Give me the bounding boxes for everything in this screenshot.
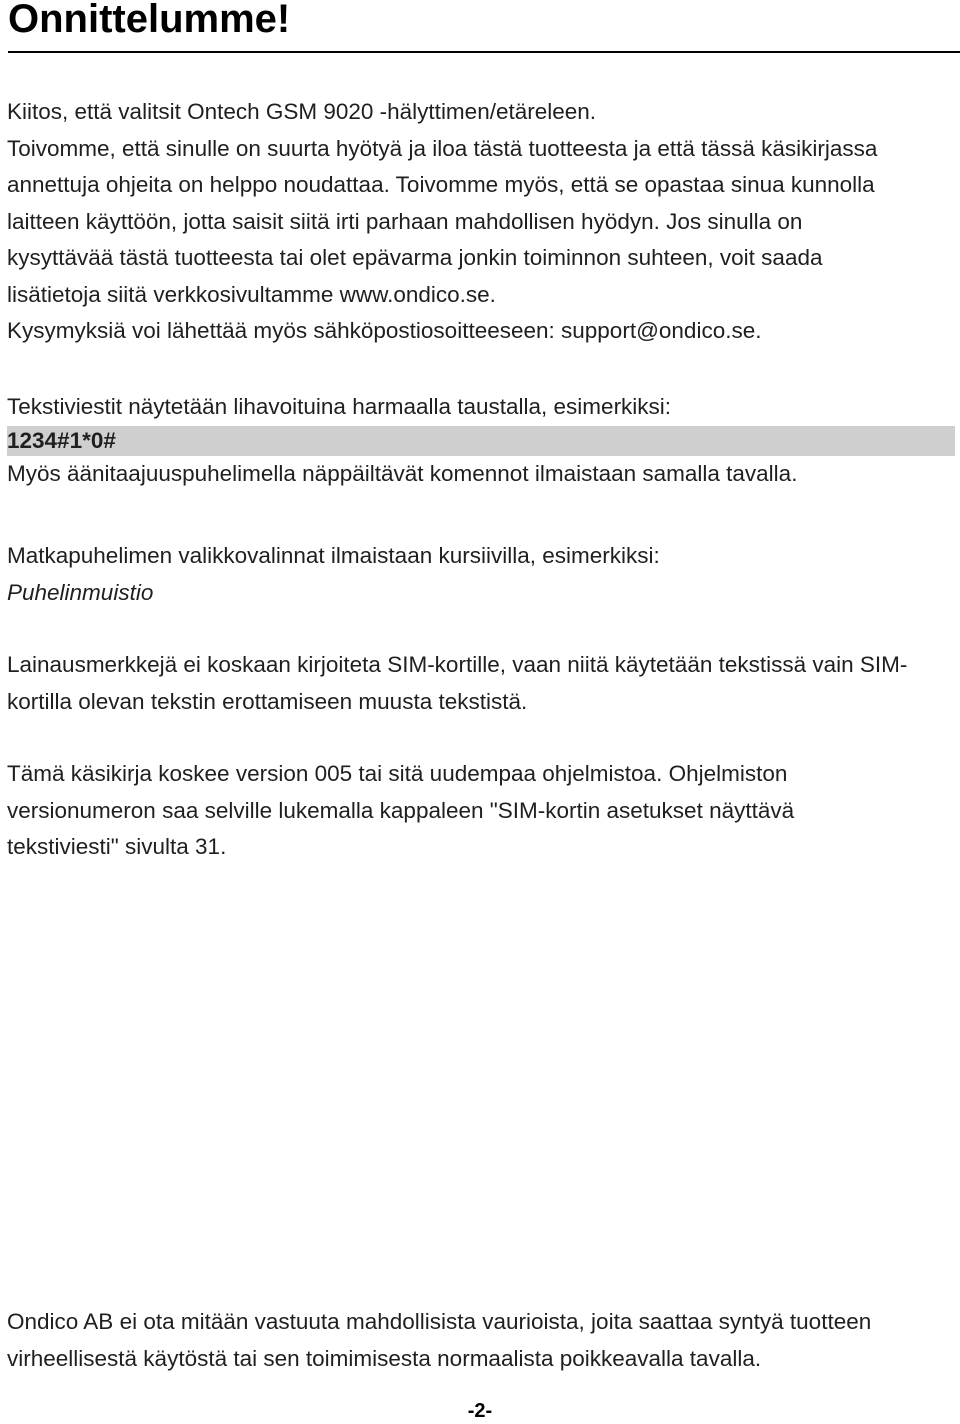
intro-line: Toivomme, että sinulle on suurta hyötyä ja iloa tästä tuotteesta ja että tässä käsikirjassa — [7, 135, 878, 161]
menu-note-paragraph — [7, 538, 955, 611]
version-note-paragraph — [7, 756, 955, 866]
menu-note-text: Matkapuhelimen valikkovalinnat ilmaistaan kursiivilla, esimerkiksi: — [7, 543, 660, 568]
sms-example-code: 1234#1*0# — [7, 426, 955, 456]
version-note-line: tekstiviesti" sivulta 31. — [7, 834, 227, 859]
version-note-line: versionumeron saa selville lukemalla kappaleen "SIM-kortin asetukset näyttävä — [7, 797, 795, 823]
version-note-line: Tämä käsikirja koskee version 005 tai sitä uudempaa ohjelmistoa. Ohjelmiston — [7, 761, 788, 786]
intro-line: lisätietoja siitä verkkosivultamme www.ondico.se. — [7, 281, 496, 307]
disclaimer-paragraph — [7, 1304, 955, 1377]
page-title: Onnittelumme! — [8, 0, 291, 41]
sms-note-text: Myös äänitaajuuspuhelimella näppäiltävät komennot ilmaistaan samalla tavalla. — [7, 460, 798, 486]
intro-line: Kysymyksiä voi lähettää myös sähköpostiosoitteeseen: support@ondico.se. — [7, 318, 762, 343]
intro-paragraph — [7, 94, 955, 350]
intro-line: kysyttävää tästä tuotteesta tai olet epävarma jonkin toiminnon suhteen, voit saada — [7, 245, 823, 270]
quote-note-paragraph — [7, 647, 955, 720]
disclaimer-line: virheellisestä käytöstä tai sen toimimisesta normaalista poikkeavalla tavalla. — [7, 1345, 762, 1371]
intro-line: annettuja ohjeita on helppo noudattaa. Toivomme myös, että se opastaa sinua kunnolla — [7, 172, 875, 197]
sms-note-text: Tekstiviestit näytetään lihavoituina harmaalla taustalla, esimerkiksi: — [7, 394, 672, 419]
page-number: -2- — [467, 1400, 493, 1422]
sms-note-paragraph — [7, 389, 955, 492]
quote-note-line: kortilla olevan tekstin erottamiseen muusta tekstistä. — [7, 688, 528, 714]
title-divider — [8, 51, 960, 53]
intro-line: laitteen käyttöön, jotta saisit siitä irti parhaan mahdollisen hyödyn. Jos sinulla on — [7, 208, 803, 234]
menu-example-italic: Puhelinmuistio — [7, 579, 154, 605]
quote-note-line: Lainausmerkkejä ei koskaan kirjoiteta SIM-kortille, vaan niitä käytetään tekstissä vain SIM- — [7, 652, 908, 677]
disclaimer-line: Ondico AB ei ota mitään vastuuta mahdollisista vaurioista, joita saattaa syntyä tuotteen — [7, 1309, 872, 1334]
intro-line: Kiitos, että valitsit Ontech GSM 9020 -hälyttimen/etäreleen. — [7, 99, 597, 124]
